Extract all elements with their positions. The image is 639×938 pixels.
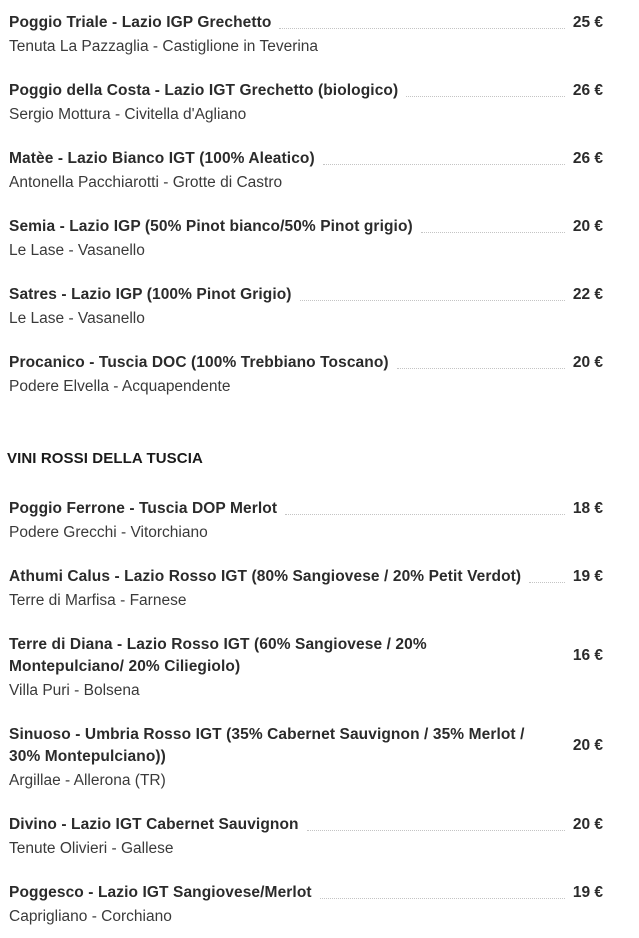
wine-item bbox=[9, 634, 603, 702]
wine-price: 16 € bbox=[572, 647, 603, 664]
wine-name bbox=[9, 634, 544, 678]
wine-name-line: Terre di Diana - Lazio Rosso IGT (60% Sangiovese / 20% bbox=[9, 636, 427, 653]
dotted-leader bbox=[406, 95, 565, 97]
wine-item bbox=[9, 216, 603, 262]
wine-name: Semia - Lazio IGP (50% Pinot bianco/50% Pinot grigio) bbox=[9, 218, 413, 235]
wine-price: 25 € bbox=[572, 14, 603, 31]
wine-producer: Antonella Pacchiarotti - Grotte di Castro bbox=[9, 174, 283, 191]
wine-item bbox=[9, 148, 603, 194]
wine-item bbox=[9, 882, 603, 928]
wine-price: 20 € bbox=[572, 218, 603, 235]
wine-producer: Le Lase - Vasanello bbox=[9, 242, 145, 259]
dotted-leader bbox=[300, 299, 565, 301]
wine-item bbox=[9, 12, 603, 58]
wine-item bbox=[9, 80, 603, 126]
section-title: VINI ROSSI DELLA TUSCIA bbox=[7, 450, 203, 467]
dotted-leader bbox=[320, 897, 565, 899]
wine-item bbox=[9, 814, 603, 860]
wine-price: 20 € bbox=[572, 816, 603, 833]
dotted-leader bbox=[323, 163, 565, 165]
wine-name: Poggesco - Lazio IGT Sangiovese/Merlot bbox=[9, 884, 312, 901]
wine-producer: Terre di Marfisa - Farnese bbox=[9, 592, 187, 609]
wine-name: Poggio della Costa - Lazio IGT Grechetto (biologico) bbox=[9, 82, 399, 99]
dotted-leader bbox=[529, 581, 565, 583]
wine-name: Athumi Calus - Lazio Rosso IGT (80% Sangiovese / 20% Petit Verdot) bbox=[9, 568, 522, 585]
wine-price: 19 € bbox=[572, 568, 603, 585]
dotted-leader bbox=[279, 27, 564, 29]
wine-producer: Podere Elvella - Acquapendente bbox=[9, 378, 231, 395]
wine-name-line: 30% Montepulciano)) bbox=[9, 748, 166, 765]
wine-name bbox=[9, 724, 544, 768]
wine-item bbox=[9, 352, 603, 398]
wine-price: 22 € bbox=[572, 286, 603, 303]
wine-price: 26 € bbox=[572, 82, 603, 99]
wine-price: 26 € bbox=[572, 150, 603, 167]
wine-name: Poggio Ferrone - Tuscia DOP Merlot bbox=[9, 500, 278, 517]
wine-name: Poggio Triale - Lazio IGP Grechetto bbox=[9, 14, 272, 31]
wine-producer: Villa Puri - Bolsena bbox=[9, 682, 140, 699]
wine-price: 20 € bbox=[572, 737, 603, 754]
wine-name: Procanico - Tuscia DOC (100% Trebbiano Toscano) bbox=[9, 354, 389, 371]
wine-name: Satres - Lazio IGP (100% Pinot Grigio) bbox=[9, 286, 292, 303]
wine-item bbox=[9, 566, 603, 612]
wine-name: Divino - Lazio IGT Cabernet Sauvignon bbox=[9, 816, 299, 833]
wine-producer: Podere Grecchi - Vitorchiano bbox=[9, 524, 208, 541]
wine-price: 18 € bbox=[572, 500, 603, 517]
wine-item bbox=[9, 284, 603, 330]
wine-name-line: Sinuoso - Umbria Rosso IGT (35% Cabernet Sauvignon / 35% Merlot / bbox=[9, 726, 525, 743]
wine-price: 19 € bbox=[572, 884, 603, 901]
wine-producer: Le Lase - Vasanello bbox=[9, 310, 145, 327]
wine-producer: Argillae - Allerona (TR) bbox=[9, 772, 166, 789]
wine-name-line: Montepulciano/ 20% Ciliegiolo) bbox=[9, 658, 241, 675]
dotted-leader bbox=[307, 829, 565, 831]
wine-price: 20 € bbox=[572, 354, 603, 371]
dotted-leader bbox=[285, 513, 565, 515]
wine-producer: Sergio Mottura - Civitella d'Agliano bbox=[9, 106, 247, 123]
wine-item bbox=[9, 498, 603, 544]
dotted-leader bbox=[397, 367, 565, 369]
wine-producer: Tenuta La Pazzaglia - Castiglione in Teverina bbox=[9, 38, 319, 55]
wine-item bbox=[9, 724, 603, 792]
wine-name: Matèe - Lazio Bianco IGT (100% Aleatico) bbox=[9, 150, 315, 167]
wine-producer: Caprigliano - Corchiano bbox=[9, 908, 172, 925]
dotted-leader bbox=[421, 231, 565, 233]
wine-producer: Tenute Olivieri - Gallese bbox=[9, 840, 174, 857]
